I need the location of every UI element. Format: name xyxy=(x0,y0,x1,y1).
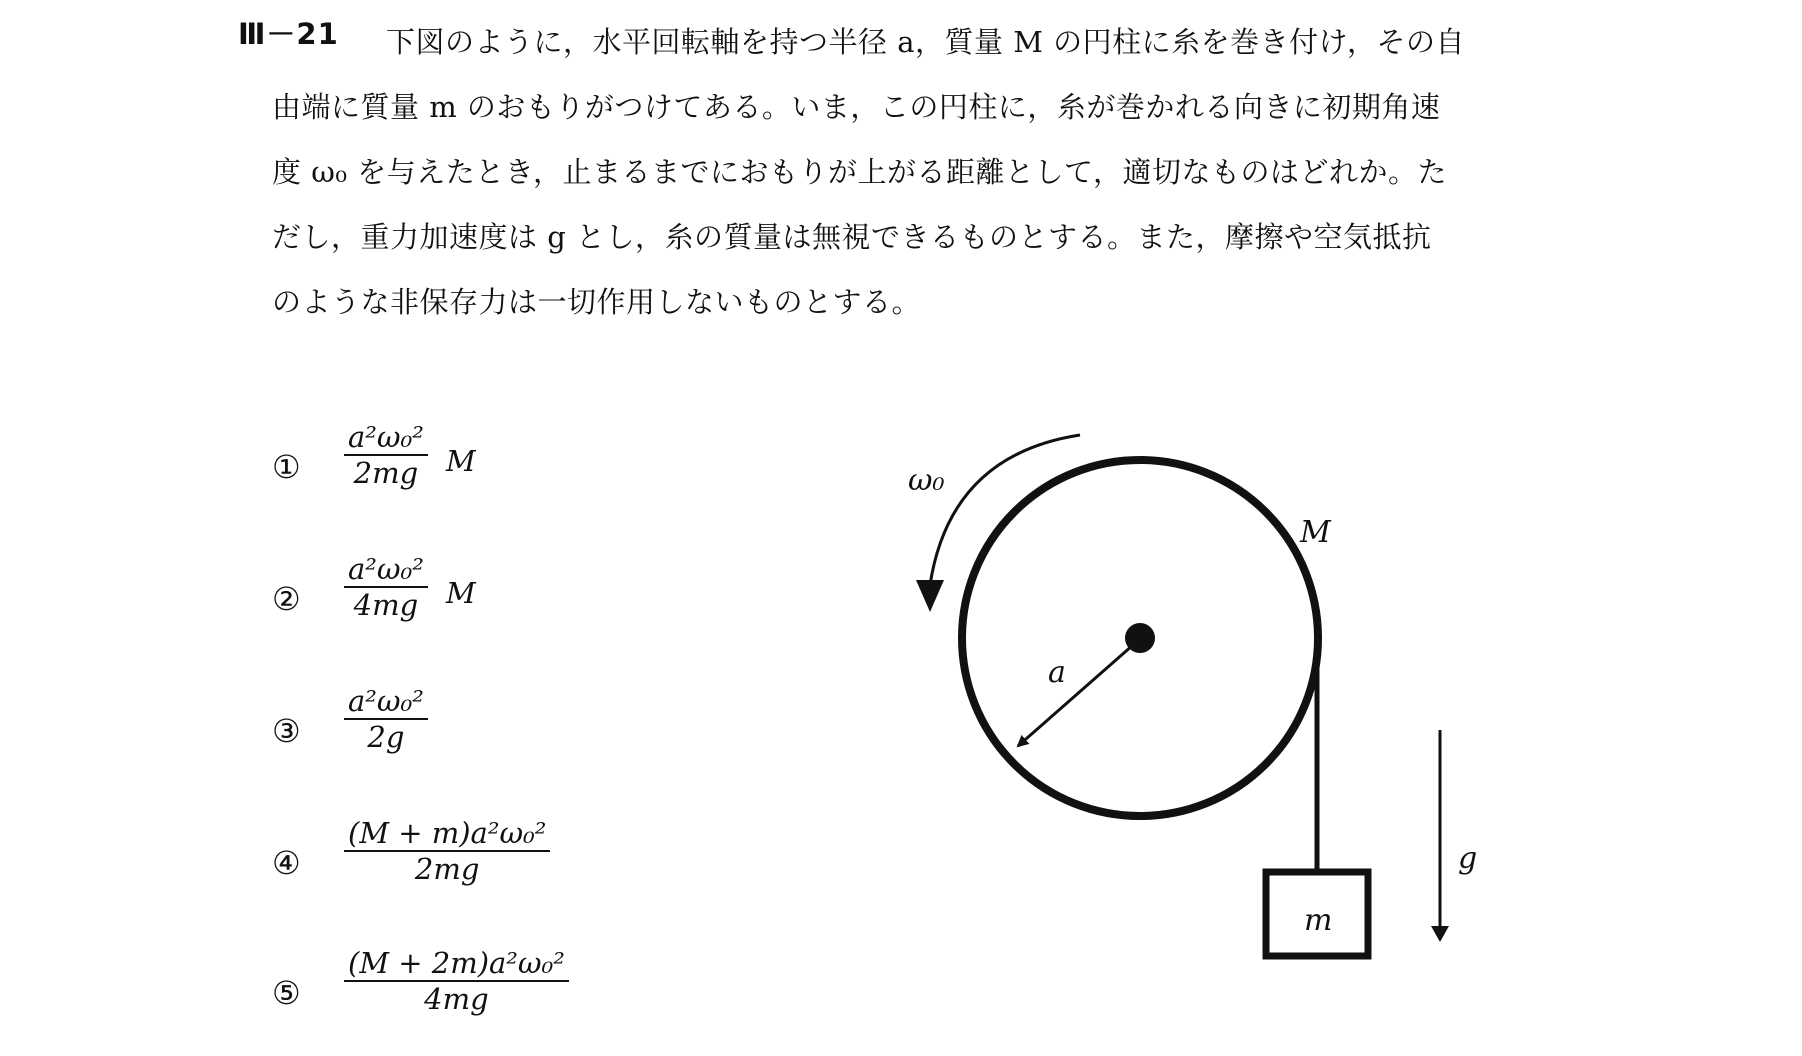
weight-mass-label: m xyxy=(1304,903,1333,938)
choice-label: ② xyxy=(272,580,301,618)
fraction-denominator: 2mg xyxy=(353,456,419,490)
choice-suffix: M xyxy=(446,444,476,478)
fraction-numerator: (M + 2m)a²ω₀² xyxy=(348,946,565,980)
fraction-numerator: a²ω₀² xyxy=(348,684,424,718)
cylinder-diagram xyxy=(880,420,1500,1000)
fraction-denominator: 4mg xyxy=(353,588,419,622)
fraction-denominator: 2g xyxy=(367,720,405,754)
fraction-numerator: a²ω₀² xyxy=(348,420,424,454)
question-line: 度 ω₀ を与えたとき，止まるまでにおもりが上がる距離として，適切なものはどれか。た xyxy=(272,155,1447,189)
gravity-arrowhead xyxy=(1431,926,1449,942)
question-line: 下図のように，水平回転軸を持つ半径 a，質量 M の円柱に糸を巻き付け，その自 xyxy=(386,25,1465,59)
choice-fraction xyxy=(344,684,428,754)
rotation-arrow xyxy=(930,435,1080,585)
choice-fraction xyxy=(344,420,428,490)
fraction-numerator: a²ω₀² xyxy=(348,552,424,586)
choice-3[interactable] xyxy=(272,684,692,794)
radius-arrow xyxy=(1018,645,1133,746)
choice-fraction xyxy=(344,816,550,886)
choice-label: ① xyxy=(272,448,301,486)
choice-fraction xyxy=(344,946,569,1016)
choice-label: ③ xyxy=(272,712,301,750)
fraction-numerator: (M + m)a²ω₀² xyxy=(348,816,547,850)
choice-suffix: M xyxy=(446,576,476,610)
fraction-denominator: 2mg xyxy=(414,852,480,886)
question-number: Ⅲ－21 xyxy=(238,17,339,51)
question-line: だし，重力加速度は g とし，糸の質量は無視できるものとする。また，摩擦や空気抵抗 xyxy=(272,220,1432,254)
choice-label: ④ xyxy=(272,844,301,882)
choice-1[interactable] xyxy=(272,420,692,530)
choice-4[interactable] xyxy=(272,816,692,926)
omega-label: ω₀ xyxy=(908,463,945,498)
radius-label: a xyxy=(1048,655,1066,690)
question-line: 由端に質量 m のおもりがつけてある。いま，この円柱に，糸が巻かれる向きに初期角速 xyxy=(272,90,1441,124)
cylinder-mass-label: M xyxy=(1300,515,1331,550)
choice-fraction xyxy=(344,552,428,622)
choice-2[interactable] xyxy=(272,552,692,662)
fraction-denominator: 4mg xyxy=(424,982,489,1016)
choice-5[interactable] xyxy=(272,946,692,1056)
choice-label: ⑤ xyxy=(272,974,301,1012)
rotation-arrowhead xyxy=(916,580,944,612)
gravity-label: g xyxy=(1458,841,1478,876)
question-text xyxy=(272,10,1602,335)
question-line: のような非保存力は一切作用しないものとする。 xyxy=(272,285,922,319)
